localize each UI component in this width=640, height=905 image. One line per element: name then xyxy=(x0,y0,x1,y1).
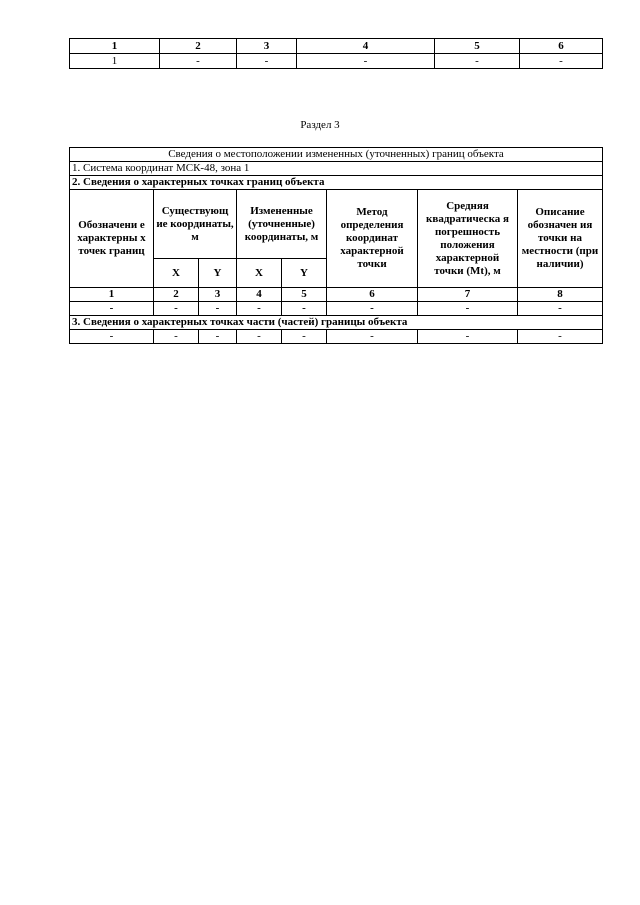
table-cell: - xyxy=(282,330,327,344)
top-cell: 1 xyxy=(70,54,160,69)
top-cell: - xyxy=(520,54,603,69)
col-error-header: Средняя квадратическа я погрешность положения характерной точки (Mt), м xyxy=(418,190,518,288)
table-cell: - xyxy=(418,330,518,344)
col-method-header: Метод определения координат характерной точки xyxy=(327,190,418,288)
column-number: 2 xyxy=(154,288,199,302)
coord-system-row xyxy=(70,162,603,176)
table-cell: - xyxy=(70,330,154,344)
table-cell: - xyxy=(237,302,282,316)
top-header-cell: 1 xyxy=(70,39,160,54)
table-cell: - xyxy=(70,302,154,316)
column-number-row xyxy=(70,288,603,302)
column-number: 8 xyxy=(518,288,603,302)
table-row xyxy=(70,302,603,316)
column-number: 6 xyxy=(327,288,418,302)
y-changed-header: Y xyxy=(282,259,327,288)
table-cell: - xyxy=(199,302,237,316)
top-table-row xyxy=(70,54,603,69)
table-cell: - xyxy=(282,302,327,316)
y-existing-header: Y xyxy=(199,259,237,288)
points-heading: 2. Сведения о характерных точках границ объекта xyxy=(70,176,603,190)
top-table xyxy=(69,38,603,69)
column-header-row xyxy=(70,190,603,259)
top-header-cell: 2 xyxy=(160,39,237,54)
table-cell: - xyxy=(199,330,237,344)
x-existing-header: X xyxy=(154,259,199,288)
section-title: Раздел 3 xyxy=(300,119,340,131)
part-heading: 3. Сведения о характерных точках части (частей) границы объекта xyxy=(70,316,603,330)
table-title-row xyxy=(70,148,603,162)
col-description-header: Описание обозначен ия точки на местности (при наличии) xyxy=(518,190,603,288)
top-cell: - xyxy=(160,54,237,69)
points-heading-row xyxy=(70,176,603,190)
table-cell: - xyxy=(154,302,199,316)
column-number: 1 xyxy=(70,288,154,302)
col-existing-header: Существующ ие координаты, м xyxy=(154,190,237,259)
column-number: 7 xyxy=(418,288,518,302)
table-cell: - xyxy=(418,302,518,316)
col-designation-header: Обозначени е характерны х точек границ xyxy=(70,190,154,288)
top-header-cell: 5 xyxy=(435,39,520,54)
top-cell: - xyxy=(237,54,297,69)
table-cell: - xyxy=(518,330,603,344)
table-cell: - xyxy=(327,330,418,344)
column-number: 3 xyxy=(199,288,237,302)
table-cell: - xyxy=(237,330,282,344)
column-number: 5 xyxy=(282,288,327,302)
column-number: 4 xyxy=(237,288,282,302)
table-row xyxy=(70,330,603,344)
top-table-header-row xyxy=(70,39,603,54)
top-header-cell: 6 xyxy=(520,39,603,54)
table-cell: - xyxy=(327,302,418,316)
col-changed-header: Измененные (уточненные) координаты, м xyxy=(237,190,327,259)
table-cell: - xyxy=(154,330,199,344)
table-title: Сведения о местоположении измененных (уточненных) границ объекта xyxy=(70,148,603,162)
coord-system-label: 1. Система координат МСК-48, зона 1 xyxy=(70,162,603,176)
boundaries-table xyxy=(69,147,603,344)
top-header-cell: 4 xyxy=(297,39,435,54)
top-header-cell: 3 xyxy=(237,39,297,54)
table-cell: - xyxy=(518,302,603,316)
top-cell: - xyxy=(297,54,435,69)
top-cell: - xyxy=(435,54,520,69)
part-heading-row xyxy=(70,316,603,330)
x-changed-header: X xyxy=(237,259,282,288)
